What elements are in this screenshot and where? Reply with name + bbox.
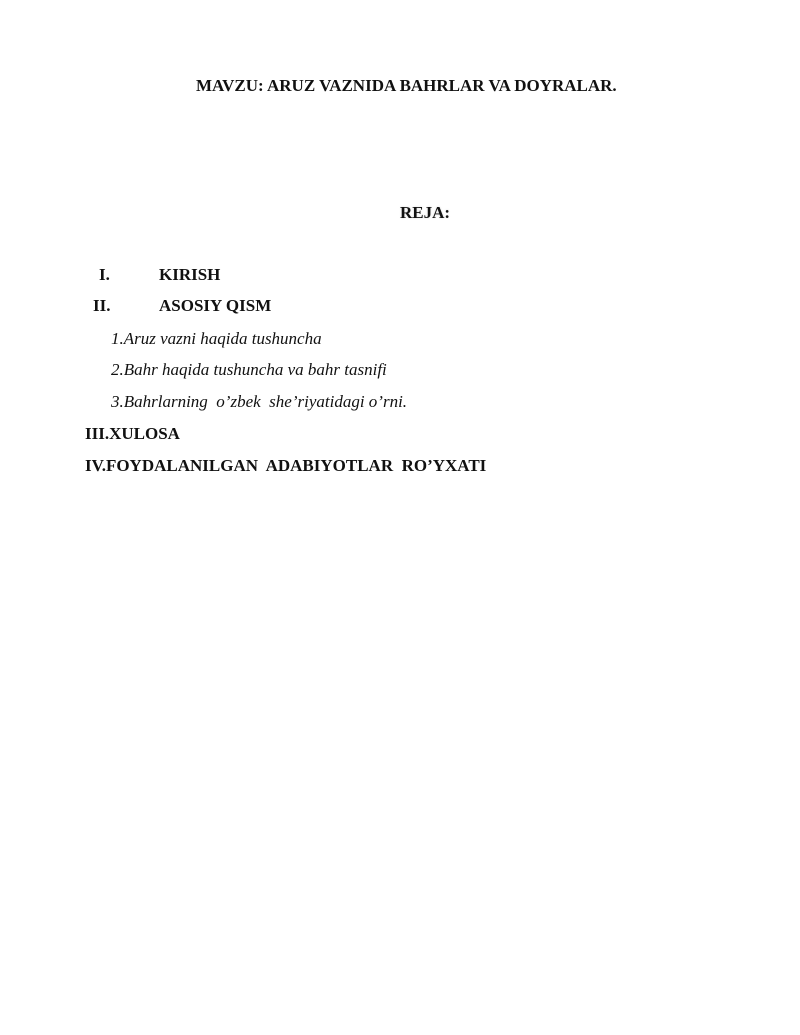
plan-item-label: ASOSIY QISM (159, 296, 272, 315)
document-title: MAVZU: ARUZ VAZNIDA BAHRLAR VA DOYRALAR. (196, 76, 617, 95)
plan-item-number: I. (99, 265, 110, 284)
plan-item-number: II. (93, 296, 111, 315)
plan-item-introduction (0, 265, 800, 285)
plan-item-label: KIRISH (159, 265, 221, 284)
plan-subitem: 3.Bahrlarning o’zbek she’riyatidagi o’rni. (111, 392, 408, 411)
plan-subitem: 2.Bahr haqida tushuncha va bahr tasnifi (111, 360, 387, 379)
plan-subitem: 1.Aruz vazni haqida tushuncha (111, 329, 322, 348)
plan-item-conclusion: III.XULOSA (85, 424, 180, 443)
plan-item-references: IV.FOYDALANILGAN ADABIYOTLAR RO’YXATI (85, 456, 487, 475)
plan-item-main-part (0, 296, 800, 316)
plan-heading: REJA: (400, 203, 451, 222)
